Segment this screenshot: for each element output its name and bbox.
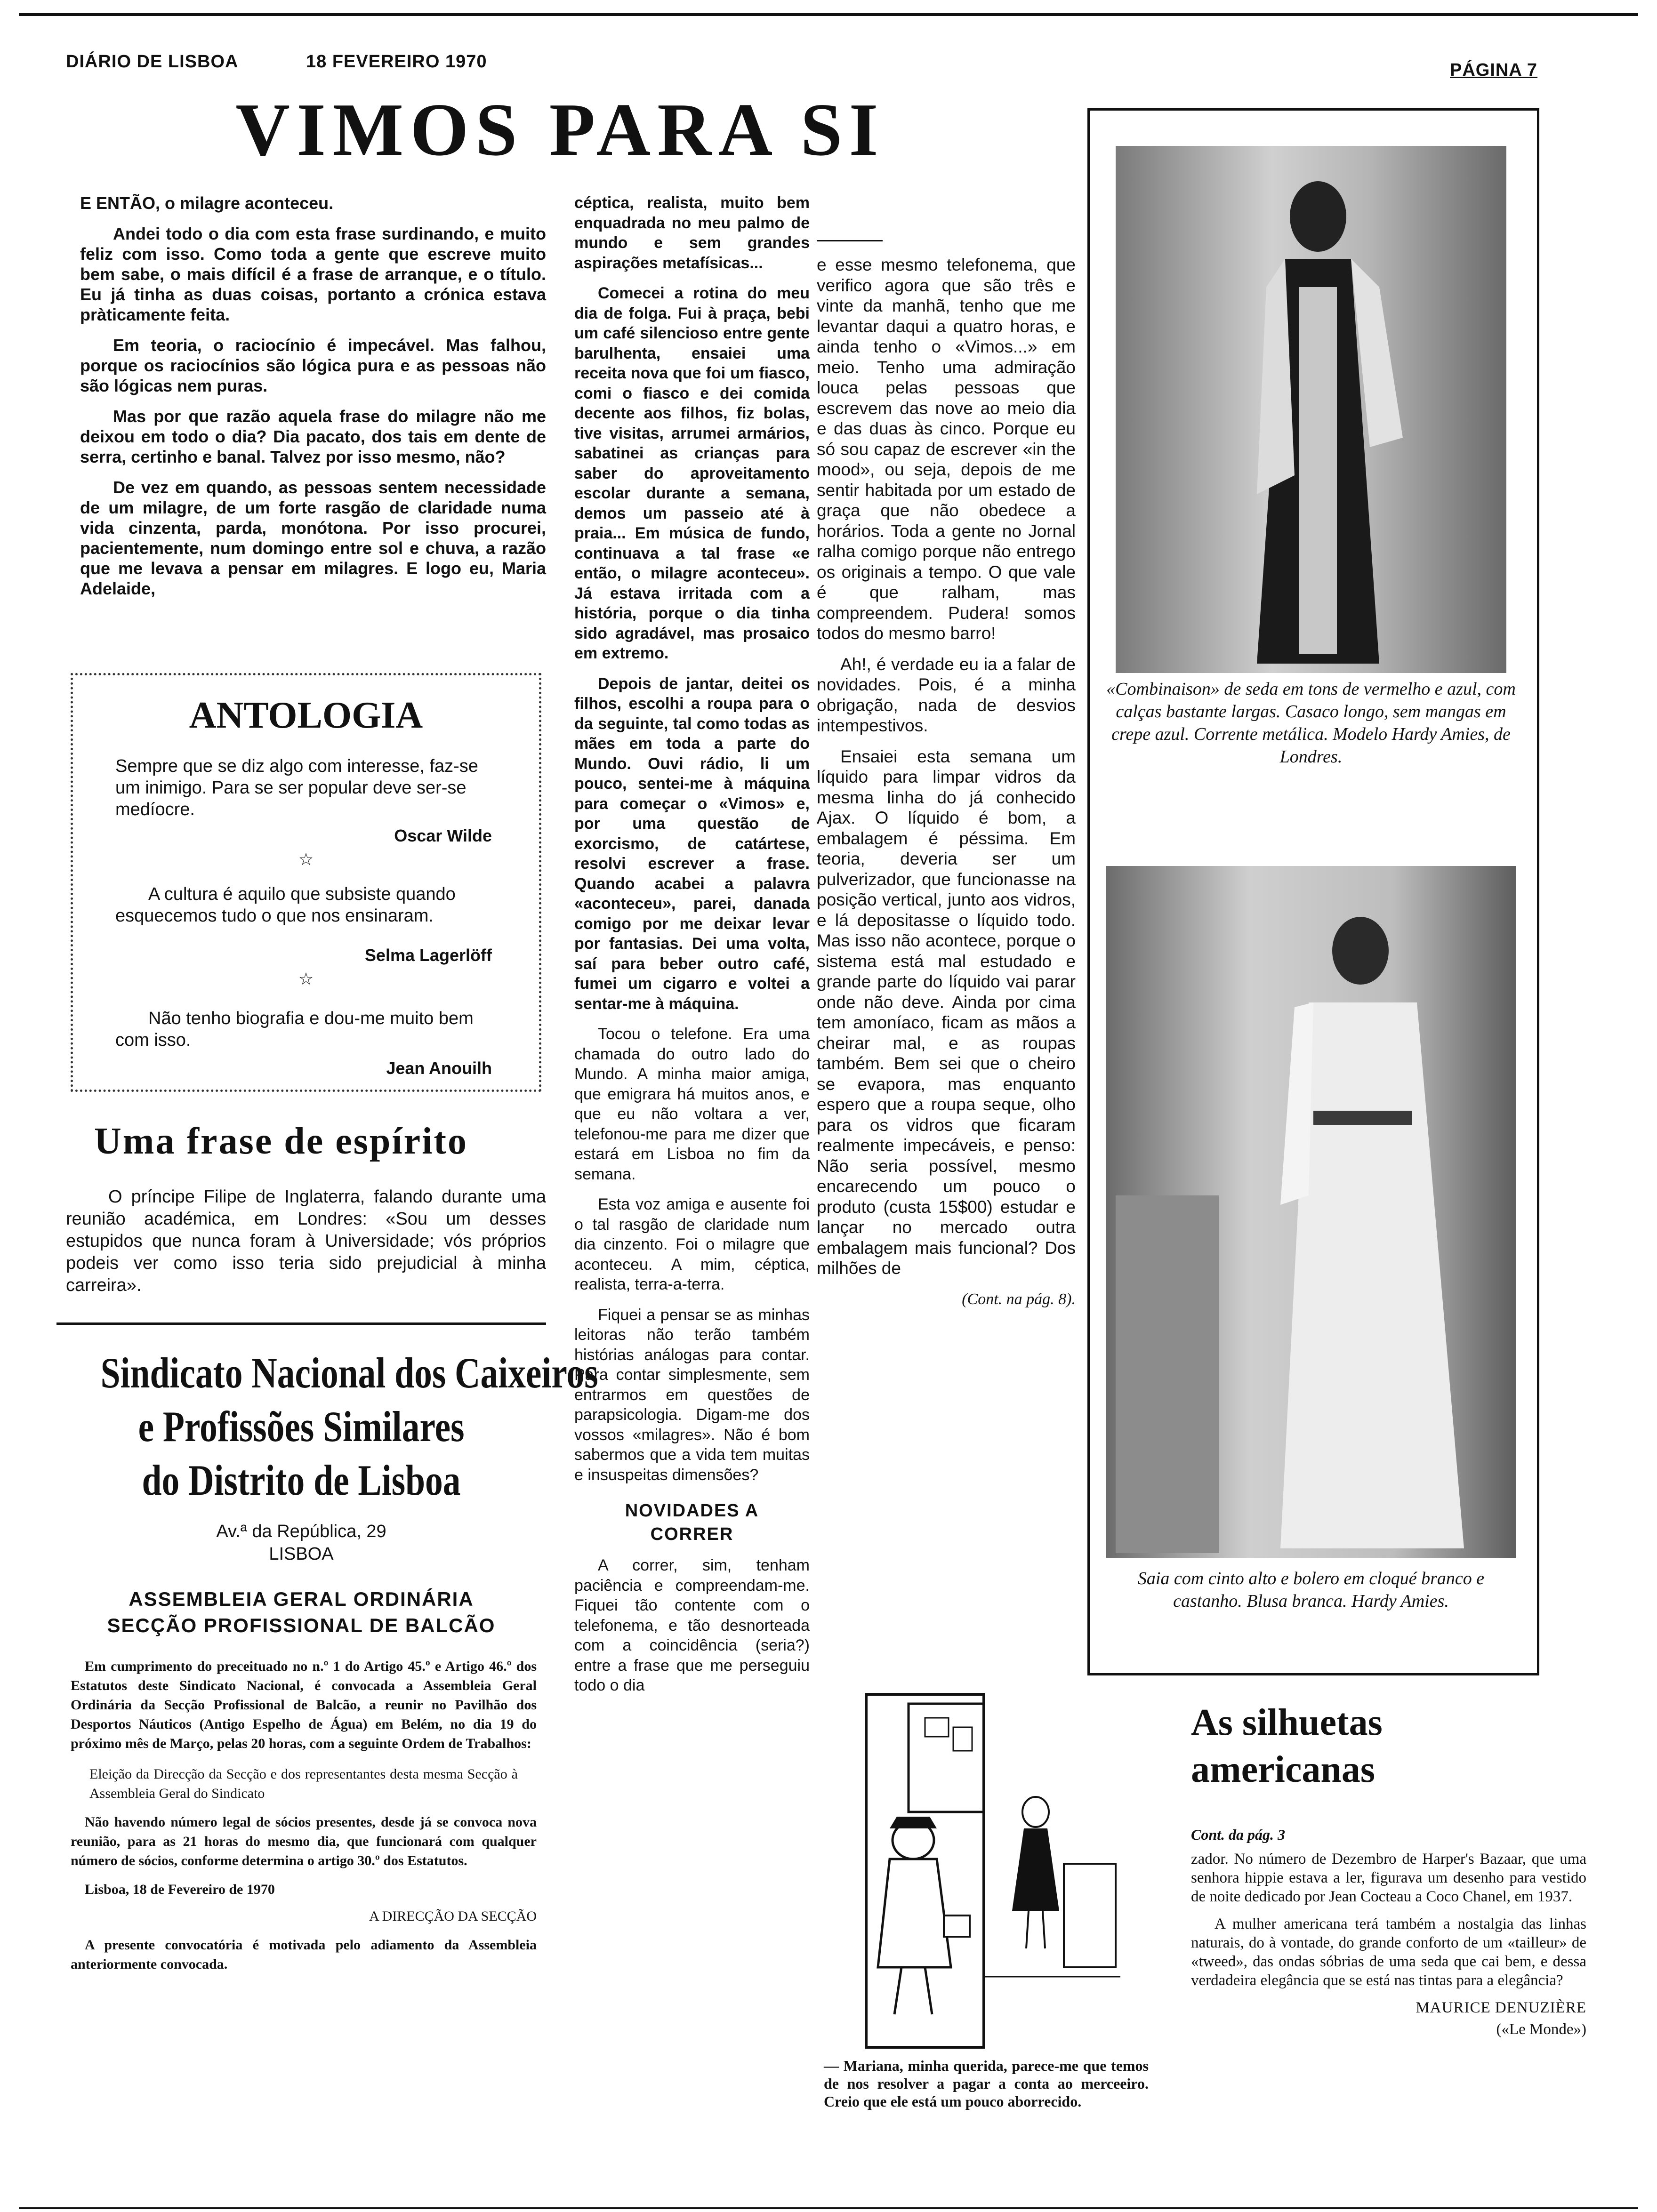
silhuetas-body: [1191, 1850, 1586, 2039]
cartoon-paper-notes: [953, 1727, 972, 1751]
sindicato-title-line: Sindicato Nacional dos Caixeiros: [100, 1349, 598, 1397]
sindicato-signature: A DIRECÇÃO DA SECÇÃO: [369, 1908, 537, 1924]
main-title: VIMOS PARA SI: [235, 88, 885, 171]
assembly-heading-line: ASSEMBLEIA GERAL ORDINÁRIA: [129, 1588, 474, 1610]
silhuetas-paragraph: zador. No número de Dezembro de Harper's Bazaar, que uma senhora hippie estava a ler, figurava um desenho para vestido de noite dedicado por Jean Cocteau a Coco Chanel, em 1937.: [1191, 1851, 1586, 1905]
bottom-rule: [19, 2207, 1638, 2209]
silhuetas-title-line: As silhuetas: [1191, 1702, 1383, 1743]
sindicato-paragraph: A presente convocatória é motivada pelo adiamento da Assembleia anteriormente convocada.: [71, 1937, 537, 1972]
article-paragraph: céptica, realista, muito bem enquadrada no meu palmo de mundo e sem grandes aspirações metafísicas...: [574, 194, 810, 272]
article-lead: E ENTÃO, o milagre aconteceu.: [80, 193, 334, 213]
photo-caption-1: «Combinaison» de seda em tons de vermelho e azul, com calças bastante largas. Casaco longo, sem mangas em crepe azul. Corrente metálica. Modelo Hardy Amies, de Londres.: [1106, 679, 1516, 767]
article-paragraph: Comecei a rotina do meu dia de folga. Fui à praça, bebi um café silencioso entre gente barulhenta, ensaiei uma receita nova que foi um fiasco, comi o fiasco e dei comida decente aos filhos, fiz bolas, tive visitas, arrumei armários, sabatinei as crianças para saber do aproveitamento escolar durante a semana, demos um passeio até à praia... Em música de fundo, continuava a tal frase «e então, o milagre aconteceu». Já estava irritada com a história, porque o dia tinha sido agradável, mas prosaico em extremo.: [574, 284, 810, 662]
article-paragraph: Esta voz amiga e ausente foi o tal rasgão de claridade num dia cinzento. Foi o milagre que aconteceu. A mim, céptica, realista, terra-a-terra.: [574, 1195, 810, 1293]
sindicato-paragraph: Não havendo número legal de sócios presentes, desde já se convoca nova reunião, para as 21 horas do mesmo dia, que funcionará com qualquer número de sócios, conforme determina o artigo 30.º dos Estatutos.: [71, 1814, 537, 1868]
antologia-title: ANTOLOGIA: [189, 695, 423, 736]
star-separator: ☆: [298, 850, 314, 869]
quote-author: Oscar Wilde: [394, 826, 492, 845]
address-line: LISBOA: [269, 1544, 334, 1564]
top-rule: [19, 13, 1638, 16]
cartoon-man-leg: [894, 1967, 901, 2014]
silhuetas-title: [1191, 1699, 1383, 1793]
novidades-text: A correr, sim, tenham paciência e compreendam-me. Fiquei tão contente com o telefonema, e tão desnorteada com a coincidência (seria?) entre a frase que me perseguiu todo o dia: [574, 1556, 810, 1694]
silhuetas-author: MAURICE DENUZIÈRE: [1416, 1999, 1586, 2016]
frase-title: Uma frase de espírito: [94, 1121, 468, 1162]
antologia-box: [71, 673, 541, 1092]
fashion-photo-1: [1116, 146, 1506, 673]
cartoon-paper-notes: [925, 1718, 949, 1737]
silhuetas-paragraph: A mulher americana terá também a nostalgia das linhas naturais, do à vontade, do grande conforto de um «tailleur» de «tweed», das ondas sóbrias de uma seda que cai bem, e dessa verdadeira elegância que se está nas tintas para a elegância?: [1191, 1915, 1586, 1989]
cartoon-illustration: [838, 1685, 1120, 2052]
newspaper-date: 18 FEVEREIRO 1970: [306, 52, 487, 72]
silhuetas-continued: Cont. da pág. 3: [1191, 1826, 1286, 1843]
cartoon-man-coat: [878, 1859, 951, 1967]
article-paragraph: Em teoria, o raciocínio é impecável. Mas falhou, porque os raciocínios são lógica pura e as pessoas não são lógicas nem puras.: [80, 336, 546, 395]
sindicato-body: [71, 1657, 537, 1974]
article-paragraph: e esse mesmo telefonema, que verifico agora que são três e vinte da manhã, tenho que me levantar daqui a quatro horas, e ainda tenho o «Vimos...» em meio. Tenho uma admiração louca pelas pessoas que escrevem das nove ao meio dia e das duas às cinco. Porque eu só sou capaz de escrever «in the mood», ou seja, depois de me sentir habitada por um estado de graça que não obedece a horários. Toda a gente no Jornal ralha comigo porque não entrego os originais a tempo. O que vale é que ralham, mas compreendem. Pudera! somos todos do mesmo barro!: [817, 255, 1076, 643]
sindicato-date: Lisboa, 18 de Fevereiro de 1970: [85, 1882, 275, 1897]
newspaper-name: DIÁRIO DE LISBOA: [66, 52, 239, 72]
column-divider: [817, 240, 883, 241]
sindicato-address: [56, 1520, 546, 1565]
page-number: PÁGINA 7: [1450, 60, 1538, 80]
quote-text: A cultura é aquilo que subsiste quando esquecemos tudo o que nos ensinaram.: [115, 884, 456, 926]
sindicato-agenda: Eleição da Direcção da Secção e dos representantes desta mesma Secção à Assembleia Geral do Sindicato: [89, 1766, 518, 1801]
quote-text: Não tenho biografia e dou-me muito bem com isso.: [115, 1009, 474, 1050]
sindicato-title: [100, 1346, 598, 1507]
article-paragraph: Depois de jantar, deitei os filhos, escolhi a roupa para o da seguinte, tal como todas as mães em toda a parte do Mundo. Ouvi rádio, li um pouco, sentei-me à máquina para começar o «Vimos» e, por uma questão de exorcismo, de catártese, resolvi escrever a frase. Quando acabei a palavra «aconteceu», parei, danada comigo por me deixar levar por fantasias. Dei uma volta, saí para beber outro café, fumei um cigarro e voltei a sentar-me à máquina.: [574, 674, 810, 1013]
cartoon-woman-leg: [1026, 1911, 1029, 1948]
article-paragraph: Fiquei a pensar se as minhas leitoras não terão também histórias análogas para contar. Para contar simplesmente, sem entrarmos em questões de parapsicologia. Digam-me dos vossos «milagres». Não é bom sabermos que a vida tem muitas e insuspeitas dimensões?: [574, 1306, 810, 1484]
article-paragraph: Ah!, é verdade eu ia a falar de novidades. Pois, é a minha obrigação, nada de desvios intempestivos.: [817, 654, 1076, 735]
assembly-heading-line: SECÇÃO PROFISSIONAL DE BALCÃO: [107, 1614, 496, 1636]
article-column-3: [817, 240, 1076, 1309]
article-paragraph: Ensaiei esta semana um líquido para limpar vidros da mesma linha do já conhecido Ajax. O líquido é bom, a embalagem é péssima. Em teoria, deveria ser um pulverizador, que funcionasse na posição vertical, junto aos vidros, e lá depositasse o líquido todo. Mas isso não acontece, porque o sistema está mal estudado e grande parte do líquido vai parar onde não deve. Ainda por cima tem amoníaco, ficam as mãos a cheirar mal, e as roupas também. Bem sei que o cheiro se evapora, mas enquanto espero que a roupa seque, olho para os vidros que ficaram realmente impecáveis, e penso: Não seria possível, mesmo encarecendo um pouco o produto (custa 15$00) estudar e lançar no mercado outra embalagem mais funcional? Dos milhões de: [817, 746, 1076, 1278]
photo-caption-2: Saia com cinto alto e bolero em cloqué branco e castanho. Blusa branca. Hardy Amies.: [1137, 1569, 1485, 1611]
section-divider: [56, 1322, 546, 1325]
cartoon-woman-head: [1022, 1797, 1049, 1827]
article-paragraph: Andei todo o dia com esta frase surdinando, e muito feliz com isso. Como toda a gente que escreve muito bem sabe, o mais difícil é a frase de arranque, e o título. Eu já tinha as duas coisas, portanto a crónica estava pràticamente feita.: [80, 224, 546, 324]
quote-author: Jean Anouilh: [386, 1058, 492, 1078]
continued-note: (Cont. na pág. 8).: [962, 1290, 1076, 1308]
article-column-2: [574, 193, 810, 1706]
article-paragraph: Mas por que razão aquela frase do milagre não me deixou em todo o dia? Dia pacato, dos tais em dente de serra, certinho e banal. Talvez por isso mesmo, não?: [80, 407, 546, 466]
cartoon-man-leg: [925, 1967, 932, 2014]
frase-text: O príncipe Filipe de Inglaterra, falando durante uma reunião académica, em Londres: «Sou um desses estupidos que nunca foram à Universidade; vós próprios podeis ver como isso teria sido prejudicial à minha carreira».: [66, 1187, 546, 1295]
cartoon-caption: — Mariana, minha querida, parece-me que temos de nos resolver a pagar a conta ao merceeiro. Creio que ele está um pouco aborrecido.: [824, 2057, 1149, 2110]
star-separator: ☆: [298, 970, 314, 988]
novidades-title: NOVIDADES A CORRER: [625, 1501, 759, 1544]
cartoon-woman-leg: [1043, 1911, 1045, 1948]
article-paragraph: Tocou o telefone. Era uma chamada do outro lado do Mundo. A minha maior amiga, que emigrara há muitos anos, e que eu não voltara a ver, telefonou-me para me dizer que estará em Lisboa no fim da semana.: [574, 1025, 810, 1183]
silhuetas-title-line: americanas: [1191, 1749, 1375, 1790]
address-line: Av.ª da República, 29: [216, 1522, 386, 1541]
fashion-photo-2: [1106, 866, 1516, 1558]
silhuetas-source: («Le Monde»): [1496, 2021, 1586, 2038]
quote-text: Sempre que se diz algo com interesse, faz-se um inimigo. Para se ser popular deve ser-se medíocre.: [115, 756, 478, 819]
cartoon-stove: [1064, 1864, 1116, 1967]
cartoon-woman-dress: [1012, 1828, 1059, 1911]
article-paragraph: De vez em quando, as pessoas sentem necessidade de um milagre, de um forte rasgão de claridade numa vida cinzenta, parda, monótona. Por isso procurei, pacientemente, num domingo entre sol e chuva, a razão que me levava a pensar em milagres. E logo eu, Maria Adelaide,: [80, 478, 546, 598]
fashion-model-2-figure: [1106, 866, 1516, 1558]
sindicato-title-line: do Distrito de Lisboa: [142, 1456, 461, 1504]
sindicato-title-line: e Profissões Similares: [138, 1403, 465, 1451]
cartoon-man-briefcase: [944, 1915, 970, 1937]
assembly-heading: [56, 1586, 546, 1639]
cartoon-man-hat: [890, 1817, 937, 1828]
sindicato-paragraph: Em cumprimento do preceituado no n.º 1 do Artigo 45.º e Artigo 46.º dos Estatutos deste Sindicato Nacional, é convocada a Assembleia Geral Ordinária da Secção Profissional de Balcão, a reunir no Pavilhão dos Desportos Náuticos (Antigo Espelho de Água) em Belém, no dia 19 do próximo mês de Março, pelas 20 horas, com a seguinte Ordem de Trabalhos:: [71, 1659, 537, 1751]
article-column-1: [80, 193, 546, 609]
quote-author: Selma Lagerlöff: [364, 946, 492, 965]
fashion-model-1-figure: [1116, 146, 1506, 673]
